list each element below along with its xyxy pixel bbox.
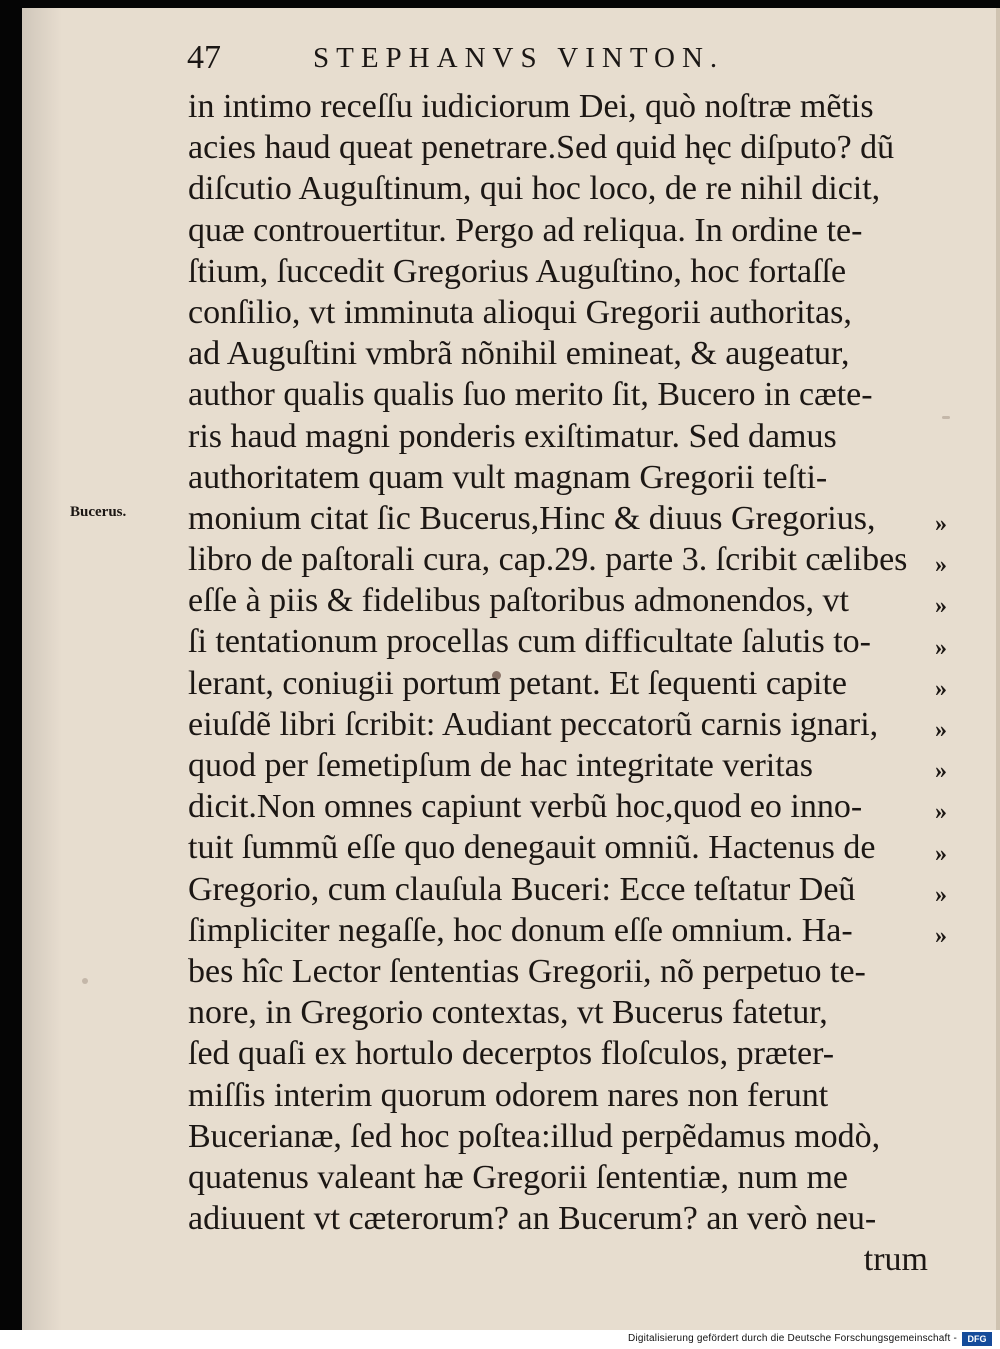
text-line: ad Auguſtini vmbrã nõnihil emineat, & augeatur, xyxy=(188,335,850,373)
text-line: adiuuent vt cæterorum? an Bucerum? an verò neu- xyxy=(188,1200,877,1238)
paper-speck xyxy=(942,416,950,419)
text-line: bes hîc Lector ſententias Gregorii, nõ perpetuo te- xyxy=(188,952,866,990)
book-page xyxy=(22,8,1000,1330)
text-line: nore, in Gregorio contextas, vt Bucerus fatetur, xyxy=(188,994,828,1032)
text-line: quod per ſemetipſum de hac integritate veritas xyxy=(188,747,813,784)
quotation-marks-column xyxy=(924,504,958,957)
quote-mark: » xyxy=(935,881,947,908)
text-line: dicit.Non omnes capiunt verbũ hoc,quod eo inno- xyxy=(188,788,863,826)
quote-mark: » xyxy=(935,716,947,743)
text-line: libro de paſtorali cura, cap.29. parte 3. ſcribit cælibes xyxy=(188,541,908,579)
digitization-footer xyxy=(0,1330,1000,1349)
text-line: diſcutio Auguſtinum, qui hoc loco, de re nihil dicit, xyxy=(188,170,881,208)
dfg-logo: DFG xyxy=(962,1332,992,1346)
text-line: quatenus valeant hæ Gregorii ſententiæ, num me xyxy=(188,1158,849,1196)
quote-mark: » xyxy=(935,634,947,661)
text-line: lerant, coniugii portum petant. Et ſequenti capite xyxy=(188,664,848,702)
page-number: 47 xyxy=(187,39,221,76)
text-line: in intimo receſſu iudiciorum Dei, quò noſtræ mẽtis xyxy=(188,88,874,125)
quote-mark: » xyxy=(935,552,947,579)
text-line: tuit ſummũ eſſe quo denegauit omniũ. Hactenus de xyxy=(188,829,876,867)
text-line: miſſis interim quorum odorem nares non ferunt xyxy=(188,1076,829,1114)
text-line: eiuſdẽ libri ſcribit: Audiant peccatorũ carnis ignari, xyxy=(188,705,879,743)
text-line: monium citat ſic Bucerus,Hinc & diuus Gregorius, xyxy=(188,499,876,537)
quote-mark: » xyxy=(935,799,947,826)
text-line: Gregorio, cum clauſula Buceri: Ecce teſtatur Deũ xyxy=(188,870,856,908)
text-line: author qualis qualis ſuo merito ſit, Bucero in cæte- xyxy=(188,376,873,414)
quote-mark: » xyxy=(935,758,947,785)
margin-note: Bucerus. xyxy=(70,504,127,520)
text-line: Bucerianæ, ſed hoc poſtea:illud perpẽdamus modò, xyxy=(188,1117,881,1155)
text-line: quæ controuertitur. Pergo ad reliqua. In ordine te- xyxy=(188,211,863,249)
text-line: authoritatem quam vult magnam Gregorii teſti- xyxy=(188,458,828,496)
quote-mark: » xyxy=(935,511,947,537)
text-line: ſed quaſi ex hortulo decerptos floſculos, præter- xyxy=(188,1035,835,1073)
text-line: eſſe à piis & fidelibus paſtoribus admonendos, vt xyxy=(188,582,850,620)
funding-credit: Digitalisierung gefördert durch die Deutsche Forschungsgemeinschaft - xyxy=(628,1333,957,1344)
paper-speck xyxy=(82,978,88,984)
running-title: STEPHANVS VINTON. xyxy=(313,42,725,74)
body-text xyxy=(188,86,928,1280)
running-head xyxy=(187,38,927,82)
quote-mark: » xyxy=(935,840,947,867)
quote-mark: » xyxy=(935,922,947,949)
text-line: ſtium, ſuccedit Gregorius Auguſtino, hoc fortaſſe xyxy=(188,252,847,290)
catchword: trum xyxy=(863,1241,928,1279)
text-line: conſilio, vt imminuta alioqui Gregorii authoritas, xyxy=(188,293,852,331)
text-line: ris haud magni ponderis exiſtimatur. Sed damus xyxy=(188,417,837,455)
text-line: acies haud queat penetrare.Sed quid hęc diſputo? dũ xyxy=(188,129,895,167)
quote-mark: » xyxy=(935,675,947,702)
text-line: ſi tentationum procellas cum difficultate ſalutis to- xyxy=(188,623,871,661)
gutter-shadow xyxy=(22,8,62,1330)
text-line: ſimpliciter negaſſe, hoc donum eſſe omnium. Ha- xyxy=(188,911,853,949)
quote-mark: » xyxy=(935,593,947,620)
